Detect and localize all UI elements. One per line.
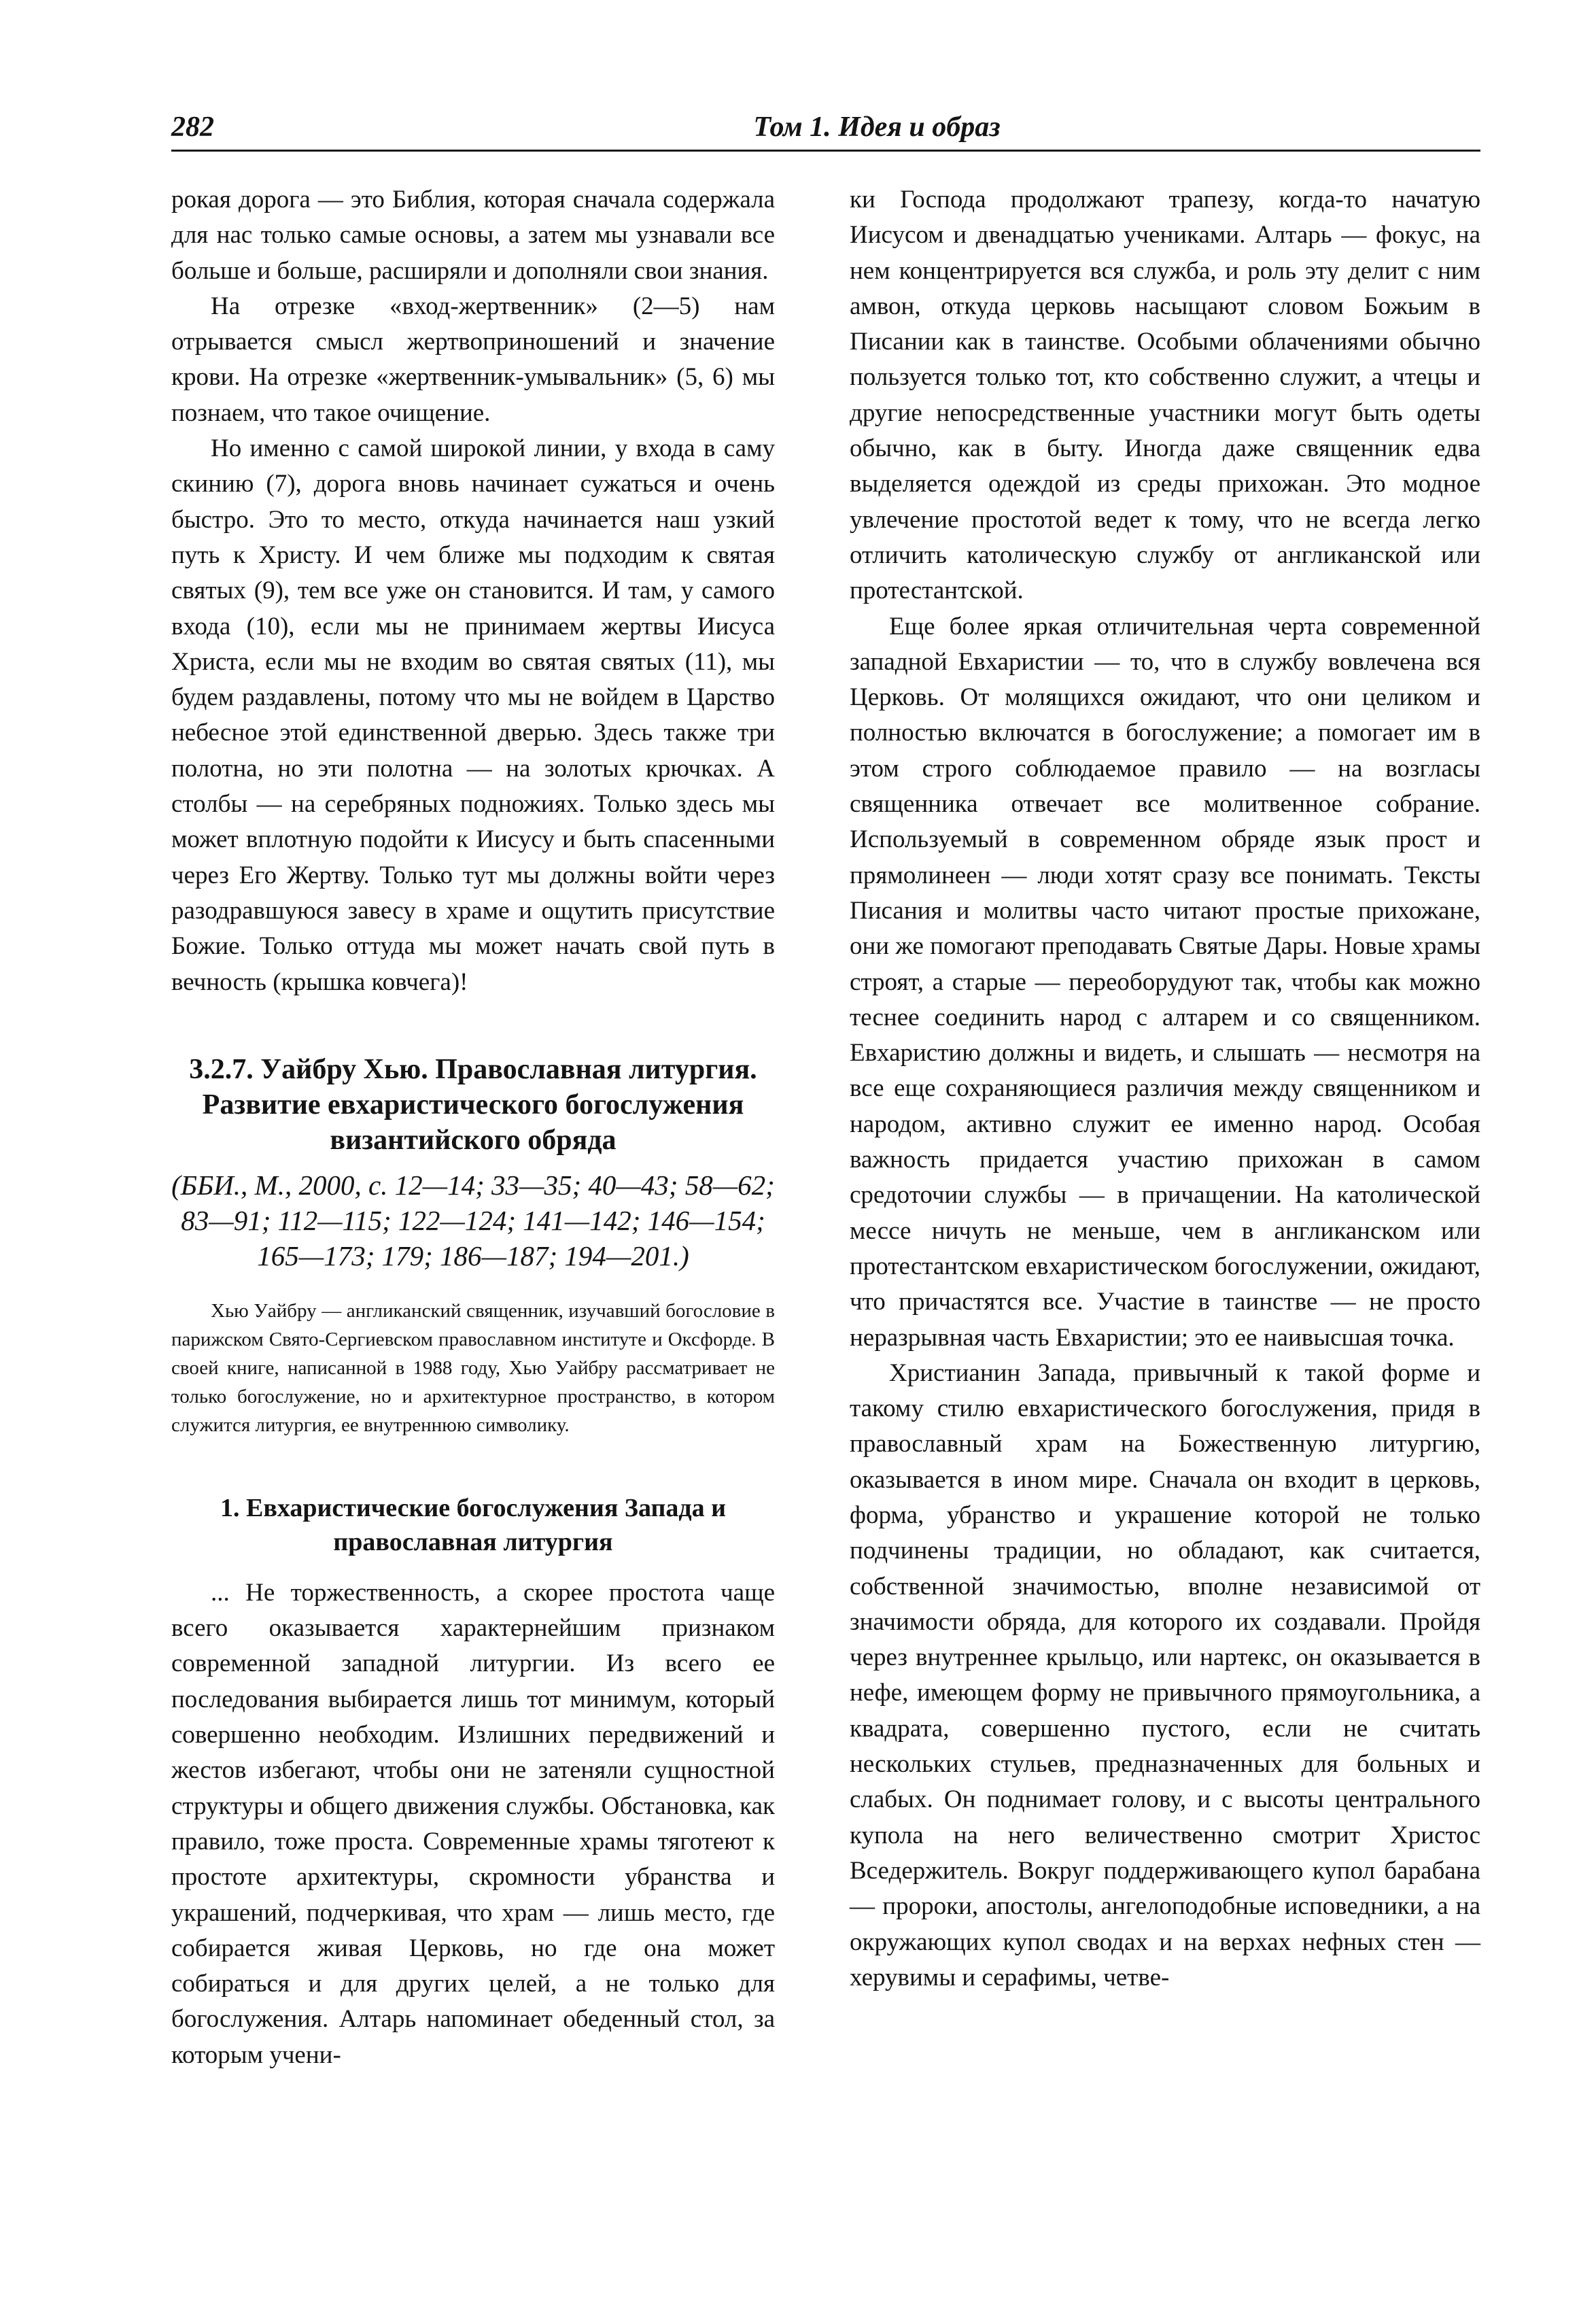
paragraph: ки Господа продолжают трапезу, когда-то начатую Иисусом и двенадцатью учениками. Алтарь — фокус, на нем концентрируется вся служба, и роль эту делит с ним амвон, откуда церковь насыщают словом Божьим в Писании как в таинстве. Особыми облачениями обычно пользуется только тот, кто собственно служит, а чтецы и другие непосредственные участники могут быть одеты обычно, как в быту. Иногда даже священник едва выделяется одеждой из среды прихожан. Это модное увлечение простотой ведет к тому, что не всегда легко отличить католическую службу от англиканской или протестантской. (850, 186, 1480, 605)
abstract: Хью Уайбру — англиканский священник, изучавший богословие в парижском Свято-Сергиевском православном институте и Оксфорде. В своей книге, написанной в 1988 году, Хью Уайбру рассматривает не только богослужение, но и архитектурное пространство, в котором служится литургия, ее внутреннюю символику. (171, 1299, 775, 1436)
running-title: Том 1. Идея и образ (753, 112, 1001, 143)
paragraph: На отрезке «вход-жертвенник» (2—5) нам отрывается смысл жертвоприношений и значение крови. На отрезке «жертвенник-умывальник» (5, 6) мы познаем, что такое очищение. (171, 292, 775, 427)
subsection-heading: 1. Евхаристические богослужения Запада и православная литургия (220, 1493, 726, 1556)
page-number: 282 (171, 112, 214, 143)
section-heading: 3.2.7. Уайбру Хью. Православная литургия. Развитие евхаристического богослужения византийского обряда (189, 1053, 757, 1156)
paragraph: Еще более яркая отличительная черта современной западной Евхаристии — то, что в службу вовлечена вся Церковь. От молящихся ожидают, что они целиком и полностью включатся в богослужение; а помогает им в этом строго соблюдаемое правило — на возгласы священника отвечает все молитвенное собрание. Используемый в современном обряде язык прост и прямолинеен — люди хотят сразу все понимать. Тексты Писания и молитвы часто читают простые прихожане, они же помогают преподавать Святые Дары. Новые храмы строят, а старые — переоборудуют так, чтобы как можно теснее соединить народ с алтарем и со священником. Евхаристию должны и видеть, и слышать — несмотря на все еще сохраняющиеся различия между священником и народом, активно служит ее именно народ. Особая важность придается участию прихожан в самом средоточии службы — в причащении. На католической мессе ничуть не меньше, чем в англиканском или протестантском евхаристическом богослужении, ожидают, что причастятся все. Участие в таинстве — не просто неразрывная часть Евхаристии; это ее наивысшая точка. (850, 612, 1480, 1352)
right-column (850, 182, 1480, 1996)
section-references: (ББИ., М., 2000, с. 12—14; 33—35; 40—43; 58—62; 83—91; 112—115; 122—124; 141—142; 146—154; 165—173; 179; 186—187; 194—201.) (171, 1169, 775, 1271)
paragraph: Христианин Запада, привычный к такой форме и такому стилю евхаристического богослужения, придя в православный храм на Божественную литургию, оказывается в ином мире. Сначала он входит в церковь, форма, убранство и украшение которой не только подчинены традиции, но обладают, как считается, собственной значимостью, вполне независимой от значимости обряда, для которого их создавали. Пройдя через внутреннее крыльцо, или нартекс, он оказывается в нефе, имеющем форму не привычного прямоугольника, а квадрата, совершенно пустого, если не считать нескольких стульев, предназначенных для больных и слабых. Он поднимает голову, и с высоты центрального купола на него величественно смотрит Христос Вседержитель. Вокруг поддерживающего купол барабана — пророки, апостолы, ангелоподобные исповедники, а на окружающих купол сводах и на верхах нефных стен — херувимы и серафимы, четве- (850, 1358, 1480, 1991)
left-column (171, 182, 775, 2073)
paragraph: ... Не торжественность, а скорее простота чаще всего оказывается характернейшим признаком современной западной литургии. Из всего ее последования выбирается лишь тот минимум, который совершенно необходим. Излишних передвижений и жестов избегают, чтобы они не затеняли сущностной структуры и общего движения службы. Обстановка, как правило, тоже проста. Современные храмы тяготеют к простоте архитектуры, скромности убранства и украшений, подчеркивая, что храм — лишь место, где собирается живая Церковь, но где она может собираться и для других целей, а не только для богослужения. Алтарь напоминает обеденный стол, за которым учени- (171, 1578, 775, 2069)
page-header (171, 109, 1480, 152)
paragraph: рокая дорога — это Библия, которая сначала содержала для нас только самые основы, а затем мы узнавали все больше и больше, расширяли и дополняли свои знания. (171, 186, 775, 285)
paragraph: Но именно с самой широкой линии, у входа в саму скинию (7), дорога вновь начинает сужаться и очень быстро. Это то место, откуда начинается наш узкий путь к Христу. И чем ближе мы подходим к святая святых (9), тем все уже он становится. И там, у самого входа (10), если мы не принимаем жертвы Иисуса Христа, если мы не входим во святая святых (11), мы будем раздавлены, потому что мы не войдем в Царство небесное этой единственной дверью. Здесь также три полотна, но эти полотна — на золотых крючках. А столбы — на серебряных подножиях. Только здесь мы может вплотную подойти к Иисусу и быть спасенными через Его Жертву. Только тут мы должны войти через разодравшуюся завесу в храме и ощутить присутствие Божие. Только оттуда мы может начать свой путь в вечность (крышка ковчега)! (171, 434, 775, 996)
